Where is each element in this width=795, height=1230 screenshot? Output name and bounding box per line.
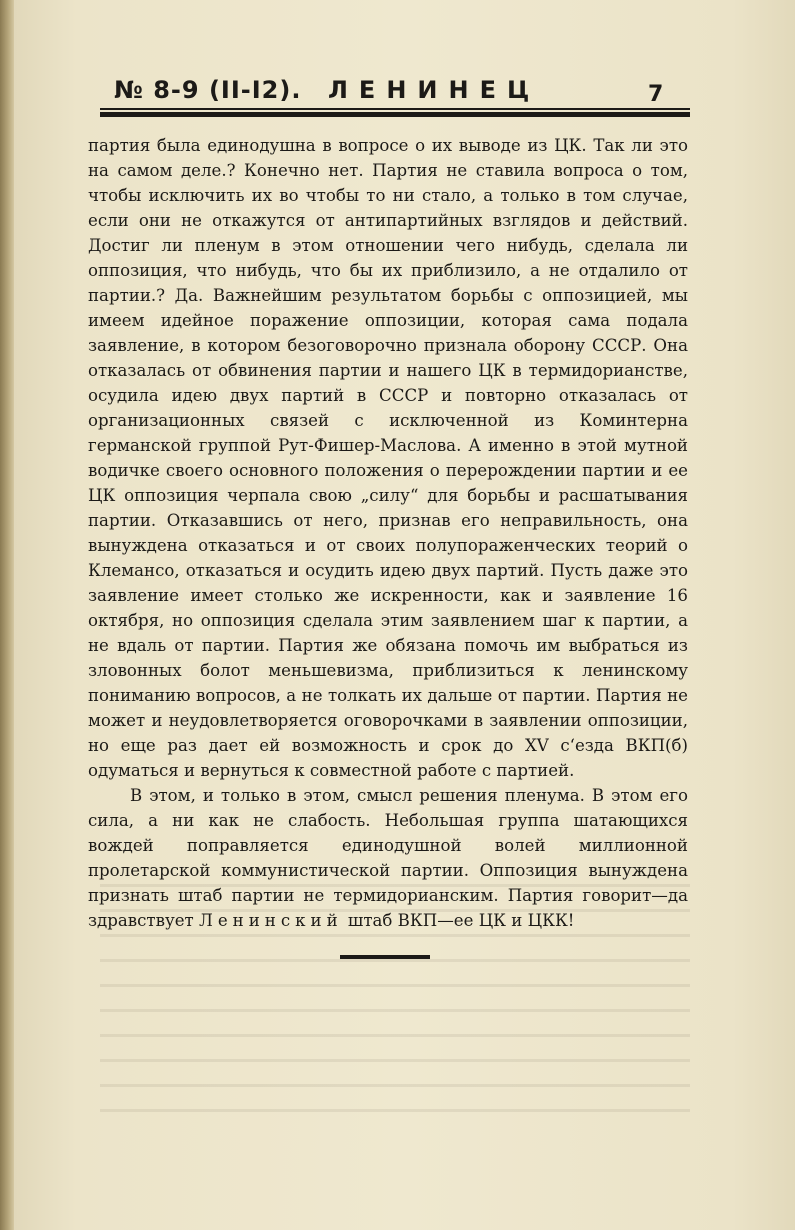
spaced-emphasis: Ленинский — [199, 911, 343, 930]
header-rule-thick — [100, 112, 690, 117]
paragraph-2-text-a: В этом, и только в этом, смысл решения пленума. В этом его сила, а ни как не слабость. Небольшая группа шатающихся вождей поправляется единодушной волей миллионной пролетарской коммунистической партии. Оппозиция вынуждена признать штаб партии не термидорианским. Партия говорит—да здравствует — [88, 786, 688, 930]
book-spine-shadow — [0, 0, 14, 1230]
issue-number: № 8-9 (II-I2). — [114, 76, 302, 104]
article-body — [88, 133, 688, 933]
paragraph-2-text-b: штаб ВКП—ее ЦК и ЦКК! — [347, 911, 575, 930]
paragraph-1: партия была единодушна в вопросе о их выводе из ЦК. Так ли это на самом деле.? Конечно нет. Партия не ставила вопроса о том, чтобы исключить их во чтобы то ни стало, а только в том случае, если они не откажутся от антипартийных взглядов и действий. Достиг ли пленум в этом отношении чего нибудь, сделала ли оппозиция, что нибудь, что бы их приблизило, а не отдалило от партии.? Да. Важнейшим результатом борьбы с оппозицией, мы имеем идейное поражение оппозиции, которая сама подала заявление, в котором безоговорочно признала оборону СССР. Она отказалась от обвинения партии и нашего ЦК в термидорианстве, осудила идею двух партий в СССР и повторно отказалась от организационных связей с исключенной из Коминтерна германской группой Рут-Фишер-Маслова. А именно в этой мутной водичке своего основного положения о перерождении партии и ее ЦК оппозиция черпала свою „силу“ для борьбы и расшатывания партии. Отказавшись от него, признав его неправильность, она вынуждена отказаться и от своих полупораженческих теорий о Клемансо, отказаться и осудить идею двух партий. Пусть даже это заявление имеет столько же искренности, как и заявление 16 октября, но оппозиция сделала этим заявлением шаг к партии, а не вдаль от партии. Партия же обязана помочь им выбраться из зловонных болот меньшевизма, приблизиться к ленинскому пониманию вопросов, а не толкать их дальше от партии. Партия не может и неудовлетворяется оговорочками в заявлении оппозиции, но еще раз дает ей возможность и срок до XV с‘езда ВКП(б) одуматься и вернуться к совместной работе с партией. — [88, 136, 688, 780]
header-rule-thin — [100, 108, 690, 110]
running-header — [100, 72, 690, 116]
journal-title: ЛЕНИНЕЦ — [328, 76, 541, 104]
bleed-through-texture — [100, 870, 690, 1120]
page-number: 7 — [648, 82, 664, 107]
end-divider — [340, 955, 430, 959]
